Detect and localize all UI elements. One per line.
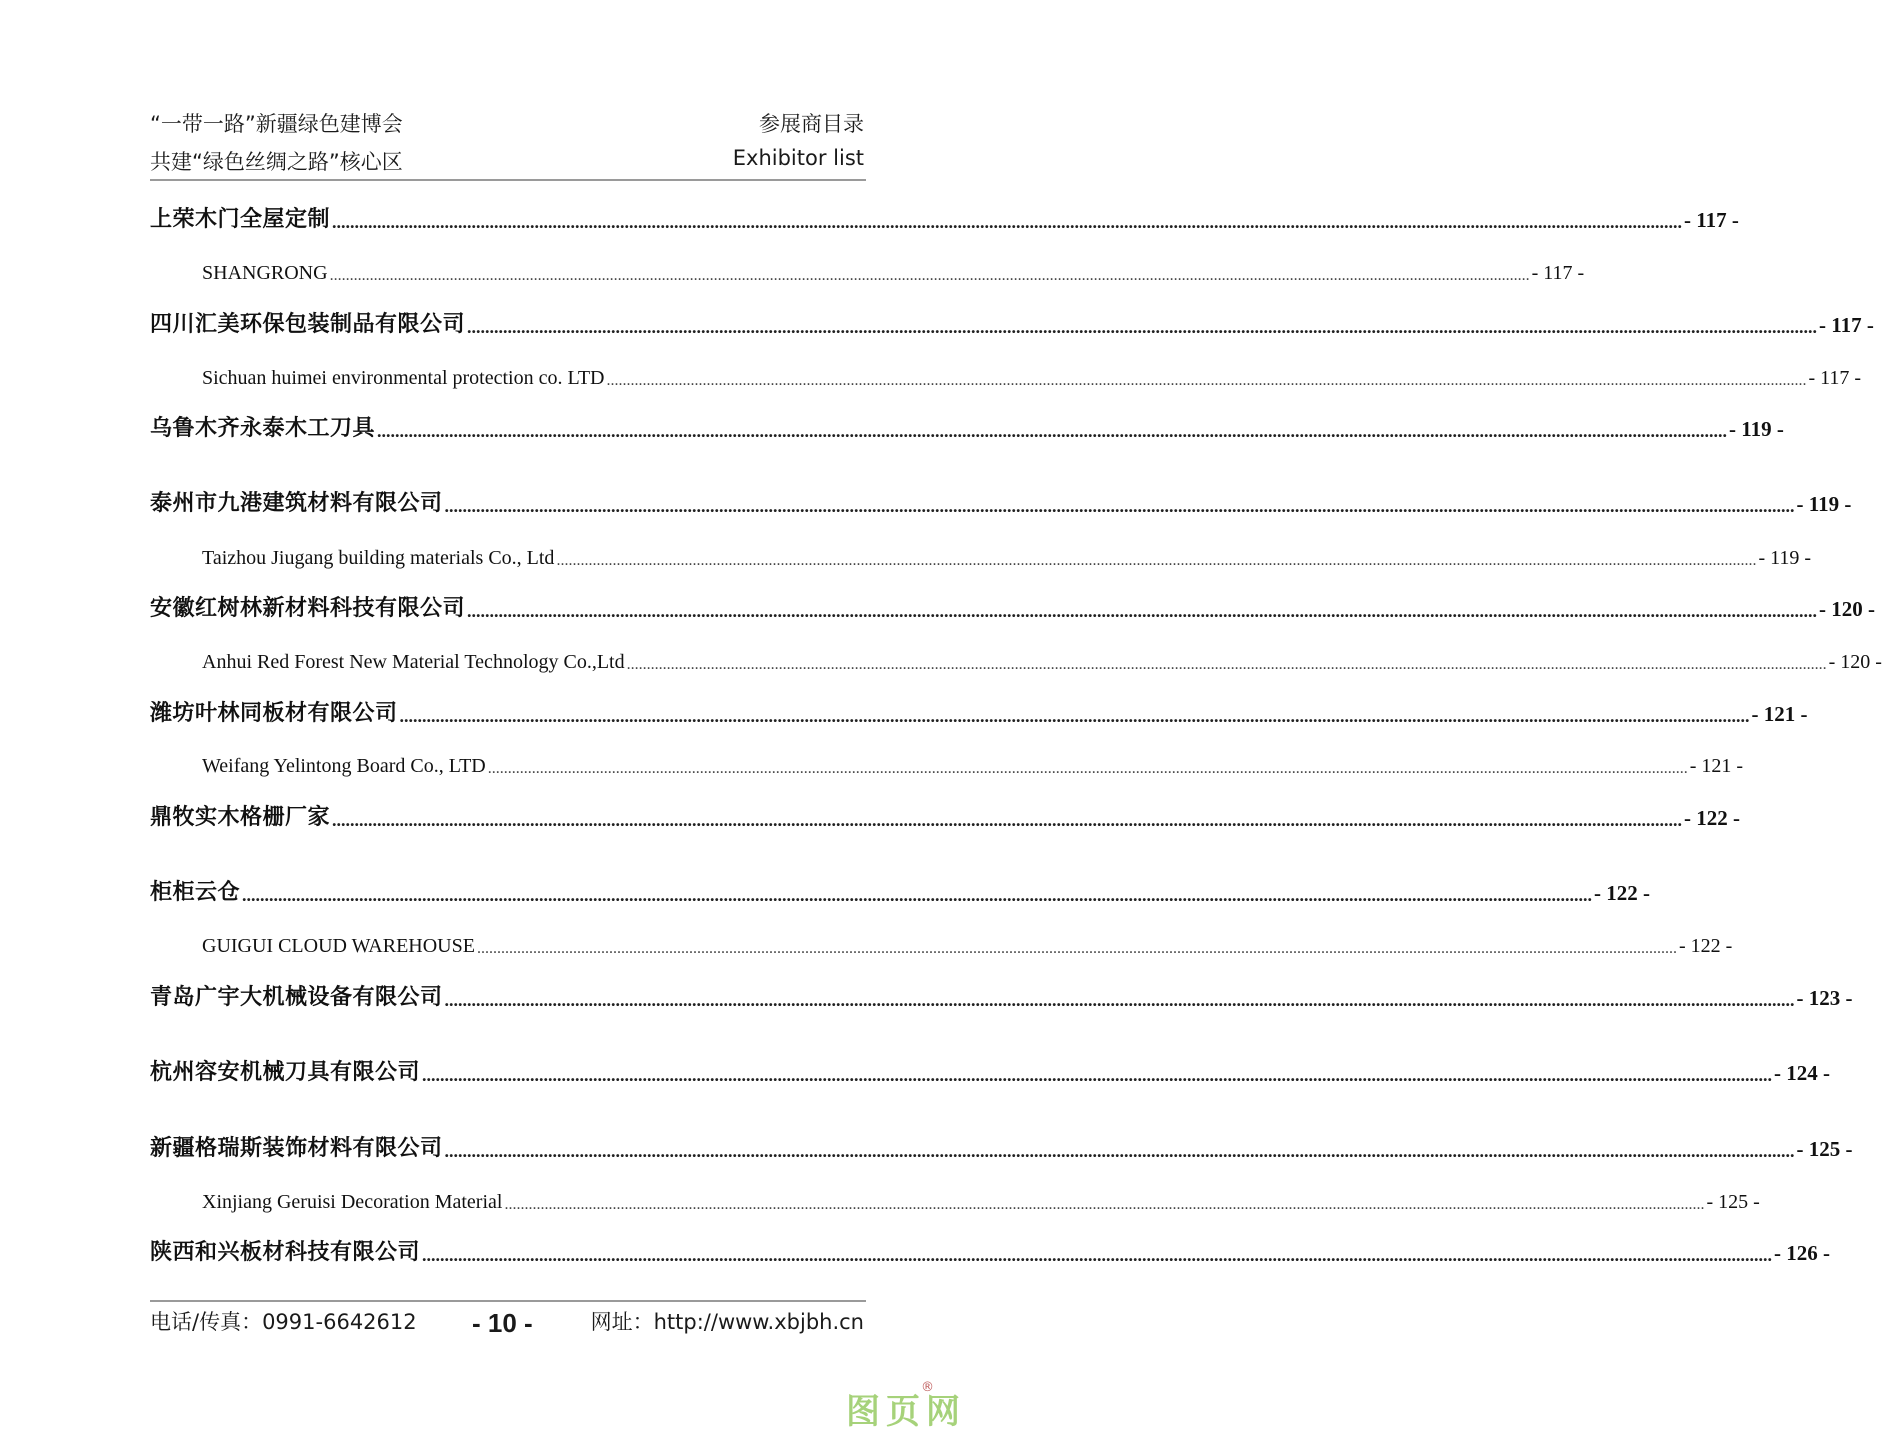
- toc-entry[interactable]: [202, 924, 1733, 958]
- toc-entry[interactable]: [150, 199, 1739, 233]
- toc-entry-page: - 124 -: [1774, 1061, 1831, 1085]
- toc-entry-page: - 122 -: [1678, 935, 1733, 957]
- toc-entry[interactable]: [150, 1128, 1853, 1162]
- toc-entry-title: 四川汇美环保包装制品有限公司: [150, 312, 466, 337]
- toc-entry-title: 乌鲁木齐永泰木工刀具: [150, 416, 376, 441]
- toc-entry-page: - 119 -: [1758, 547, 1812, 569]
- toc-entry-title: SHANGRONG: [202, 262, 328, 284]
- toc-entry[interactable]: [202, 744, 1744, 778]
- toc-entry[interactable]: [150, 1052, 1831, 1086]
- toc-entry-title: 泰州市九港建筑材料有限公司: [150, 491, 443, 516]
- toc-entry[interactable]: [150, 797, 1741, 831]
- toc-dot-leader: ............................................................................................................................................................................................................................................................................................................: [422, 1065, 1773, 1085]
- toc-entry[interactable]: [202, 251, 1585, 285]
- toc-entry-page: - 122 -: [1594, 881, 1651, 905]
- toc-entry[interactable]: [150, 1232, 1831, 1266]
- toc-entry[interactable]: [150, 872, 1651, 906]
- toc-entry-title: Weifang Yelintong Board Co., LTD: [202, 755, 486, 777]
- toc-entry-title: 杭州容安机械刀具有限公司: [150, 1060, 421, 1085]
- toc-entry[interactable]: [202, 356, 1862, 390]
- toc-entry-page: - 119 -: [1796, 492, 1852, 516]
- toc-entry-title: Anhui Red Forest New Material Technology Co.,Ltd: [202, 651, 625, 673]
- toc-dot-leader: ............................................................................................................................................................................................................................................................................................................: [476, 940, 1677, 957]
- footer-page-number: - 10 -: [472, 1308, 533, 1338]
- toc-entry-title: Taizhou Jiugang building materials Co., Ltd: [202, 547, 555, 569]
- toc-entry-title: 青岛广宇大机械设备有限公司: [150, 985, 443, 1010]
- toc-dot-leader: ............................................................................................................................................................................................................................................................................................................: [504, 1196, 1705, 1213]
- toc-dot-leader: ............................................................................................................................................................................................................................................................................................................: [332, 810, 1683, 830]
- toc-entry[interactable]: [150, 408, 1784, 442]
- toc-entry[interactable]: [150, 693, 1808, 727]
- toc-entry[interactable]: [150, 304, 1874, 338]
- header-expo-subtitle: 共建“绿色丝绸之路”核心区: [150, 150, 403, 174]
- toc-dot-leader: ............................................................................................................................................................................................................................................................................................................: [399, 706, 1750, 726]
- watermark-logo: 图页网: [846, 1392, 966, 1432]
- toc-entry-title: 陕西和兴板材科技有限公司: [150, 1240, 421, 1265]
- header-expo-title: “一带一路”新疆绿色建博会: [150, 112, 403, 136]
- footer-divider: [150, 1300, 866, 1302]
- toc-entry-page: - 125 -: [1796, 1137, 1853, 1161]
- registered-mark: ®: [921, 1380, 934, 1395]
- footer-website-link[interactable]: 网址：http://www.xbjbh.cn: [590, 1310, 864, 1334]
- toc-entry[interactable]: [150, 977, 1853, 1011]
- toc-dot-leader: ............................................................................................................................................................................................................................................................................................................: [467, 317, 1818, 337]
- toc-entry-page: - 126 -: [1774, 1241, 1831, 1265]
- header-catalog-subtitle: Exhibitor list: [732, 146, 864, 170]
- toc-dot-leader: ............................................................................................................................................................................................................................................................................................................: [487, 760, 1688, 777]
- toc-entry-page: - 122 -: [1684, 806, 1741, 830]
- toc-entry-title: 上荣木门全屋定制: [150, 207, 331, 232]
- toc-dot-leader: ............................................................................................................................................................................................................................................................................................................: [467, 601, 1818, 621]
- toc-entry-title: Sichuan huimei environmental protection co. LTD: [202, 367, 605, 389]
- toc-entry-page: - 125 -: [1706, 1191, 1760, 1213]
- toc-entry-title: 鼎牧实木格栅厂家: [150, 805, 331, 830]
- toc-entry[interactable]: [202, 1180, 1760, 1214]
- toc-entry-title: 新疆格瑞斯装饰材料有限公司: [150, 1136, 443, 1161]
- toc-dot-leader: ............................................................................................................................................................................................................................................................................................................: [242, 885, 1593, 905]
- toc-entry-title: 柜柜云仓: [150, 880, 241, 905]
- toc-dot-leader: ............................................................................................................................................................................................................................................................................................................: [332, 212, 1683, 232]
- toc-entry-title: Xinjiang Geruisi Decoration Material: [202, 1191, 503, 1213]
- header-catalog-title: 参展商目录: [759, 112, 864, 136]
- toc-entry-page: - 117 -: [1531, 262, 1585, 284]
- toc-dot-leader: ............................................................................................................................................................................................................................................................................................................: [606, 372, 1807, 389]
- toc-entry-page: - 117 -: [1819, 313, 1874, 337]
- toc-dot-leader: ............................................................................................................................................................................................................................................................................................................: [444, 1141, 1795, 1161]
- toc-dot-leader: ............................................................................................................................................................................................................................................................................................................: [422, 1245, 1773, 1265]
- toc-entry-page: - 121 -: [1689, 755, 1744, 777]
- toc-entry-title: 安徽红树林新材料科技有限公司: [150, 596, 466, 621]
- toc-entry-page: - 120 -: [1828, 651, 1882, 673]
- toc-entry-page: - 120 -: [1819, 597, 1876, 621]
- toc-entry[interactable]: [202, 536, 1812, 570]
- toc-dot-leader: ............................................................................................................................................................................................................................................................................................................: [444, 496, 1795, 516]
- toc-dot-leader: ............................................................................................................................................................................................................................................................................................................: [329, 267, 1530, 284]
- toc-entry[interactable]: [202, 640, 1882, 674]
- toc-entry[interactable]: [150, 483, 1852, 517]
- toc-entry-title: GUIGUI CLOUD WAREHOUSE: [202, 935, 475, 957]
- toc-entry-page: - 121 -: [1751, 702, 1808, 726]
- toc-dot-leader: ............................................................................................................................................................................................................................................................................................................: [377, 421, 1728, 441]
- toc-entry-page: - 117 -: [1808, 367, 1862, 389]
- toc-entry-page: - 123 -: [1796, 986, 1853, 1010]
- toc-dot-leader: ............................................................................................................................................................................................................................................................................................................: [626, 656, 1827, 673]
- footer-phone: 电话/传真：0991-6642612: [150, 1310, 417, 1334]
- toc-dot-leader: ............................................................................................................................................................................................................................................................................................................: [444, 990, 1795, 1010]
- header-divider: [150, 179, 866, 181]
- toc-dot-leader: ............................................................................................................................................................................................................................................................................................................: [556, 552, 1757, 569]
- toc-entry-page: - 119 -: [1729, 417, 1784, 441]
- toc-entry[interactable]: [150, 588, 1876, 622]
- toc-entry-page: - 117 -: [1684, 208, 1739, 232]
- toc-entry-title: 潍坊叶林同板材有限公司: [150, 701, 398, 726]
